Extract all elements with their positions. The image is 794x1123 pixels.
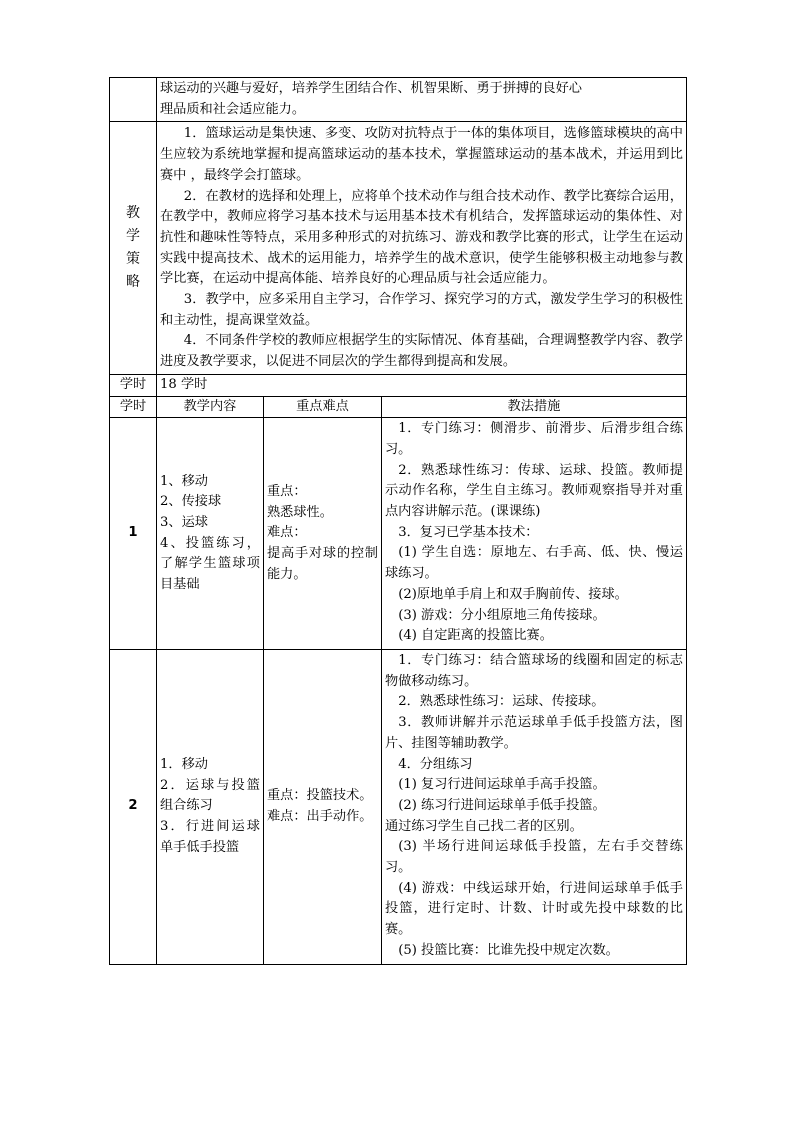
methods-cell <box>382 418 687 650</box>
method-item: 3．教师讲解并示范运球单手低手投篮方法，图片、挂图等辅助教学。 <box>385 715 683 751</box>
key-points-cell <box>264 649 382 964</box>
method-item: 3．复习已学基本技术： <box>398 524 539 540</box>
key-points-cell <box>264 418 382 650</box>
strategy-paragraph: 1．篮球运动是集快速、多变、攻防对抗特点于一体的集体项目，选修篮球模块的高中生应较为系统地掌握和提高篮球运动的基本技术，掌握篮球运动的基本战术，并运用到比赛中 ，最终学会打篮球。 <box>160 126 683 183</box>
header-row <box>110 396 687 418</box>
method-item: 1．专门练习：侧滑步、前滑步、后滑步组合练习。 <box>385 421 683 457</box>
hours-label: 学时 <box>110 374 157 396</box>
header-content: 教学内容 <box>157 396 264 418</box>
intro-label-cell <box>110 78 157 122</box>
header-methods: 教法措施 <box>382 396 687 418</box>
intro-row <box>110 78 687 122</box>
key-point: 重点： <box>267 483 307 499</box>
content-item: 4、投篮练习，了解学生篮球项目基础 <box>160 535 260 593</box>
method-item: 2．熟悉球性练习：传球、运球、投篮。教师提示动作名称，学生自主练习。教师观察指导并对重点内容讲解示范。(课课练) <box>385 462 683 520</box>
method-item: (2) 练习行进间运球单手低手投篮。 <box>398 797 606 813</box>
content-item: 3、运球 <box>160 514 208 530</box>
strategy-label-cell <box>110 122 157 374</box>
strategy-paragraph: 2．在教材的选择和处理上，应将单个技术动作与组合技术动作、教学比赛综合运用，在教学中，教师应将学习基本技术与运用基本技术有机结合，发挥篮球运动的集体性、对抗性和趣味性等特点，采用多种形式的对抗练习、游戏和教学比赛的形式，让学生在运动实践中提高技术、战术的运用能力，培养学生的战术意识，使学生能够积极主动地参与教学比赛，在运动中提高体能、培养良好的心理品质与社会适应能力。 <box>160 188 683 287</box>
key-point: 提高手对球的控制能力。 <box>267 545 378 582</box>
lesson-row-2 <box>110 649 687 964</box>
method-item: (3) 游戏：分小组原地三角传接球。 <box>398 607 606 623</box>
method-item: (4) 自定距离的投篮比赛。 <box>398 628 553 644</box>
lesson-number: 1 <box>110 418 157 650</box>
hours-row <box>110 374 687 396</box>
method-item: 2．熟悉球性练习：运球、传接球。 <box>398 694 605 710</box>
strategy-row <box>110 122 687 374</box>
intro-line: 球运动的兴趣与爱好，培养学生团结合作、机智果断、勇于拼搏的良好心 <box>160 81 582 96</box>
methods-cell <box>382 649 687 964</box>
lesson-row-1 <box>110 418 687 650</box>
method-item: 1．专门练习：结合篮球场的线圈和固定的标志物做移动练习。 <box>385 652 683 689</box>
method-item: (3) 半场行进间运球低手投篮，左右手交替练习。 <box>385 839 683 876</box>
strategy-label-char: 策 <box>126 251 140 268</box>
key-point: 重点：投篮技术。 <box>267 788 373 804</box>
lesson-content-cell <box>157 649 264 964</box>
method-item: (5) 投篮比赛：比谁先投中规定次数。 <box>398 942 619 958</box>
method-item: 4．分组练习 <box>398 756 473 772</box>
header-hours: 学时 <box>110 396 157 418</box>
strategy-label-char: 学 <box>126 228 140 245</box>
content-item: 2．运球与投篮组合练习 <box>160 777 260 814</box>
lesson-plan-table <box>109 77 687 965</box>
method-item: 通过练习学生自己找二者的区别。 <box>385 818 583 834</box>
strategy-label <box>126 202 140 294</box>
content-item: 1．移动 <box>160 757 208 772</box>
content-item: 3．行进间运球单手低手投篮 <box>160 819 260 855</box>
strategy-label-char: 略 <box>126 274 140 291</box>
strategy-paragraph: 3．教学中，应多采用自主学习，合作学习、探究学习的方式，激发学生学习的积极性和主动性，提高课堂效益。 <box>160 292 683 328</box>
method-item: (1) 学生自选：原地左、右手高、低、快、慢运球练习。 <box>385 545 683 582</box>
strategy-paragraph: 4．不同条件学校的教师应根据学生的实际情况、体育基础，合理调整教学内容、教学进度及教学要求，以促进不同层次的学生都得到提高和发展。 <box>160 333 683 370</box>
method-item: (4) 游戏：中线运球开始，行进间运球单手低手投篮，进行定时、计数、计时或先投中球数的比赛。 <box>385 880 683 938</box>
method-item: (2)原地单手肩上和双手胸前传、接球。 <box>398 586 628 602</box>
lesson-number: 2 <box>110 649 157 964</box>
intro-line: 理品质和社会适应能力。 <box>160 101 306 117</box>
key-point: 难点： <box>267 525 307 541</box>
method-item: (1) 复习行进间运球单手高手投篮。 <box>398 777 606 793</box>
intro-text-cell <box>157 78 687 122</box>
strategy-label-char: 教 <box>126 205 140 222</box>
key-point: 熟悉球性。 <box>267 504 333 520</box>
content-item: 1、移动 <box>160 473 208 489</box>
key-point: 难点：出手动作。 <box>267 808 373 824</box>
strategy-text-cell <box>157 122 687 374</box>
lesson-content-cell <box>157 418 264 650</box>
hours-value: 18 学时 <box>157 374 687 396</box>
content-item: 2、传接球 <box>160 494 222 510</box>
header-key-points: 重点难点 <box>264 396 382 418</box>
